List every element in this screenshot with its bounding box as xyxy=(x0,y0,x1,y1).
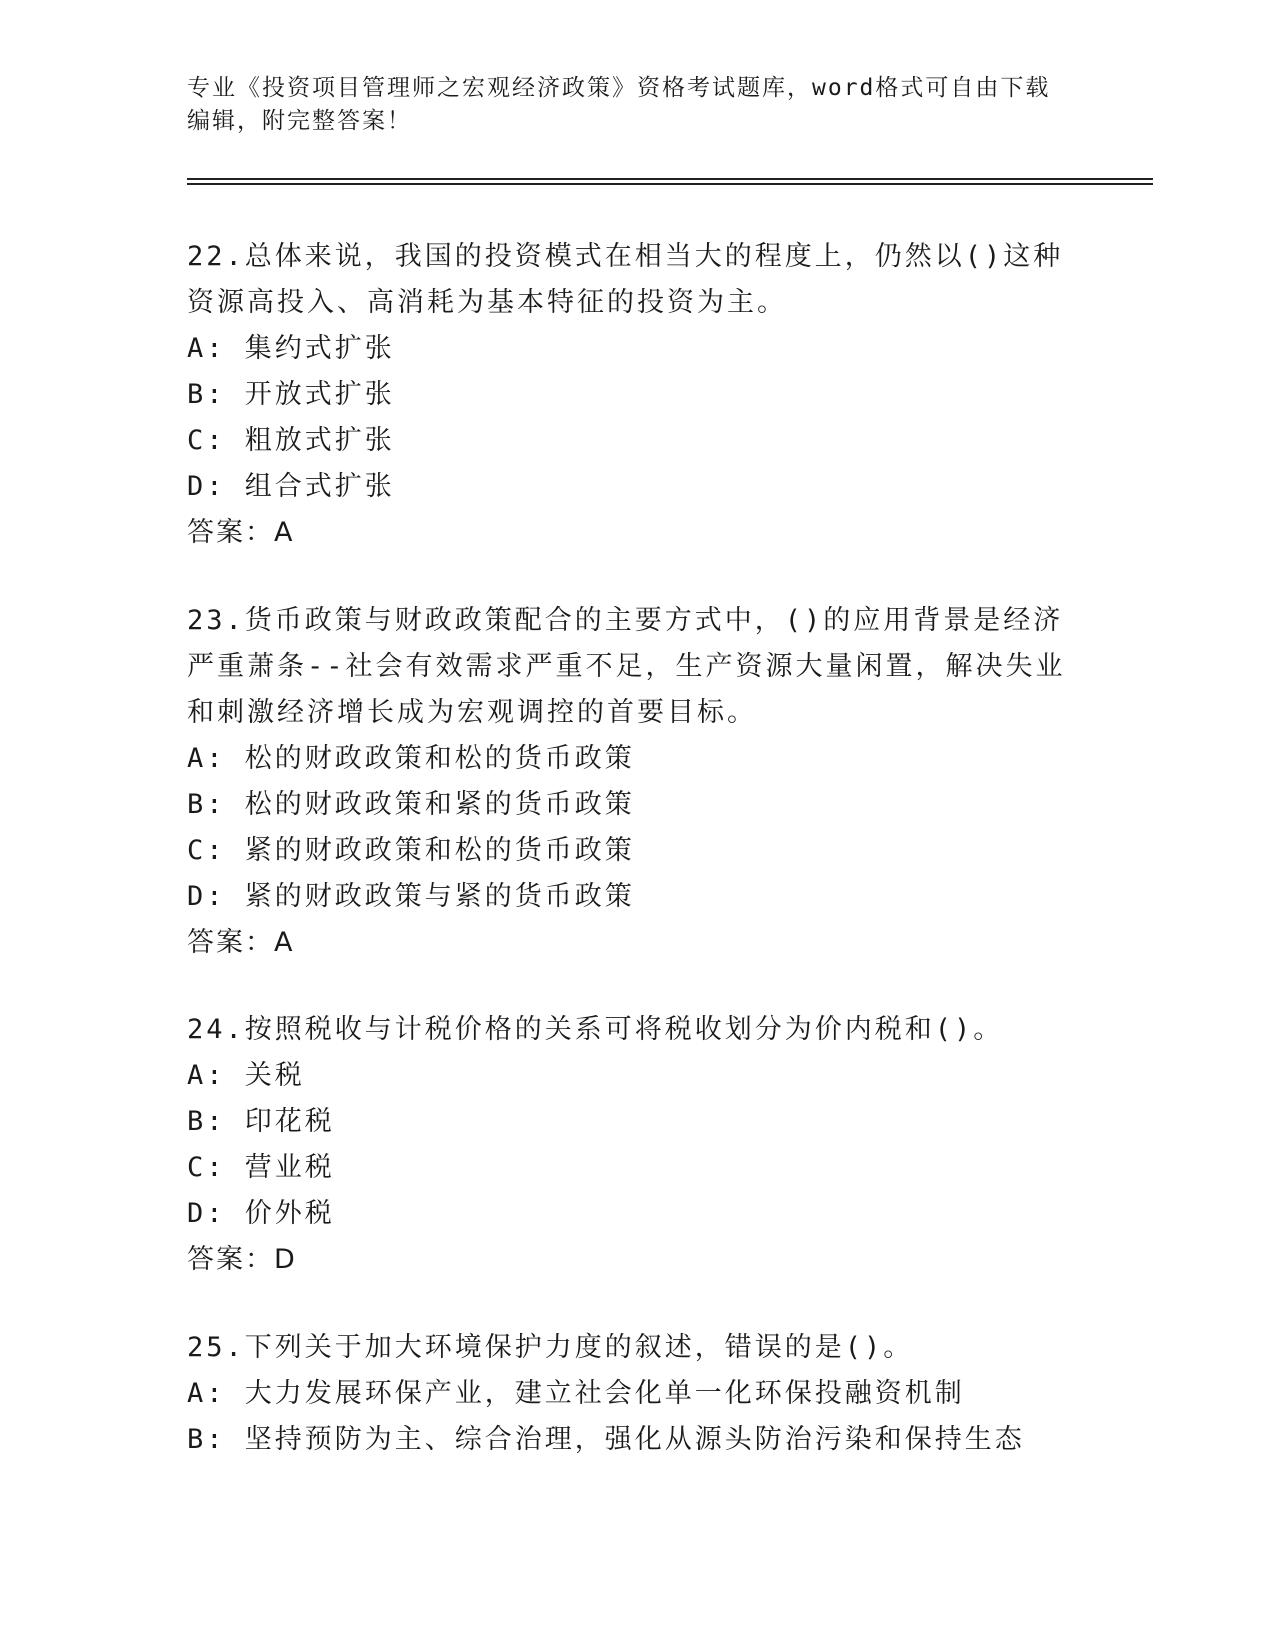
option-c: C: 紧的财政政策和松的货币政策 xyxy=(187,835,635,866)
question-stem: 24.按照税收与计税价格的关系可将税收划分为价内税和()。 xyxy=(187,1014,1004,1045)
option-c: C: 营业税 xyxy=(187,1152,335,1183)
option-b: B: 松的财政政策和紧的货币政策 xyxy=(187,789,635,820)
option-d: D: 价外税 xyxy=(187,1198,335,1229)
header-divider-bottom xyxy=(187,183,1153,185)
answer: 答案：D xyxy=(187,1244,297,1275)
question-stem: 25.下列关于加大环境保护力度的叙述，错误的是()。 xyxy=(187,1332,914,1363)
question-24 xyxy=(187,1007,1087,1283)
question-stem: 22.总体来说，我国的投资模式在相当大的程度上，仍然以()这种资源高投入、高消耗为基本特征的投资为主。 xyxy=(187,241,1064,318)
option-b: B: 开放式扩张 xyxy=(187,379,395,410)
question-22 xyxy=(187,234,1087,556)
option-a: A: 松的财政政策和松的货币政策 xyxy=(187,743,635,774)
answer: 答案：A xyxy=(187,927,295,958)
question-25 xyxy=(187,1325,1087,1463)
document-header: 专业《投资项目管理师之宏观经济政策》资格考试题库，word格式可自由下载编辑，附完整答案！ xyxy=(187,75,1051,134)
option-d: D: 紧的财政政策与紧的货币政策 xyxy=(187,881,635,912)
option-b: B: 印花税 xyxy=(187,1106,335,1137)
header-divider-top xyxy=(187,178,1153,180)
option-c: C: 粗放式扩张 xyxy=(187,425,395,456)
option-b: B: 坚持预防为主、综合治理，强化从源头防治污染和保持生态 xyxy=(187,1424,1025,1455)
option-d: D: 组合式扩张 xyxy=(187,471,395,502)
question-23 xyxy=(187,598,1087,966)
option-a: A: 集约式扩张 xyxy=(187,333,395,364)
option-a: A: 关税 xyxy=(187,1060,305,1091)
option-a: A: 大力发展环保产业，建立社会化单一化环保投融资机制 xyxy=(187,1378,965,1409)
question-stem: 23.货币政策与财政政策配合的主要方式中，()的应用背景是经济严重萧条--社会有效需求严重不足，生产资源大量闲置，解决失业和刺激经济增长成为宏观调控的首要目标。 xyxy=(187,605,1066,728)
answer: 答案：A xyxy=(187,517,295,548)
